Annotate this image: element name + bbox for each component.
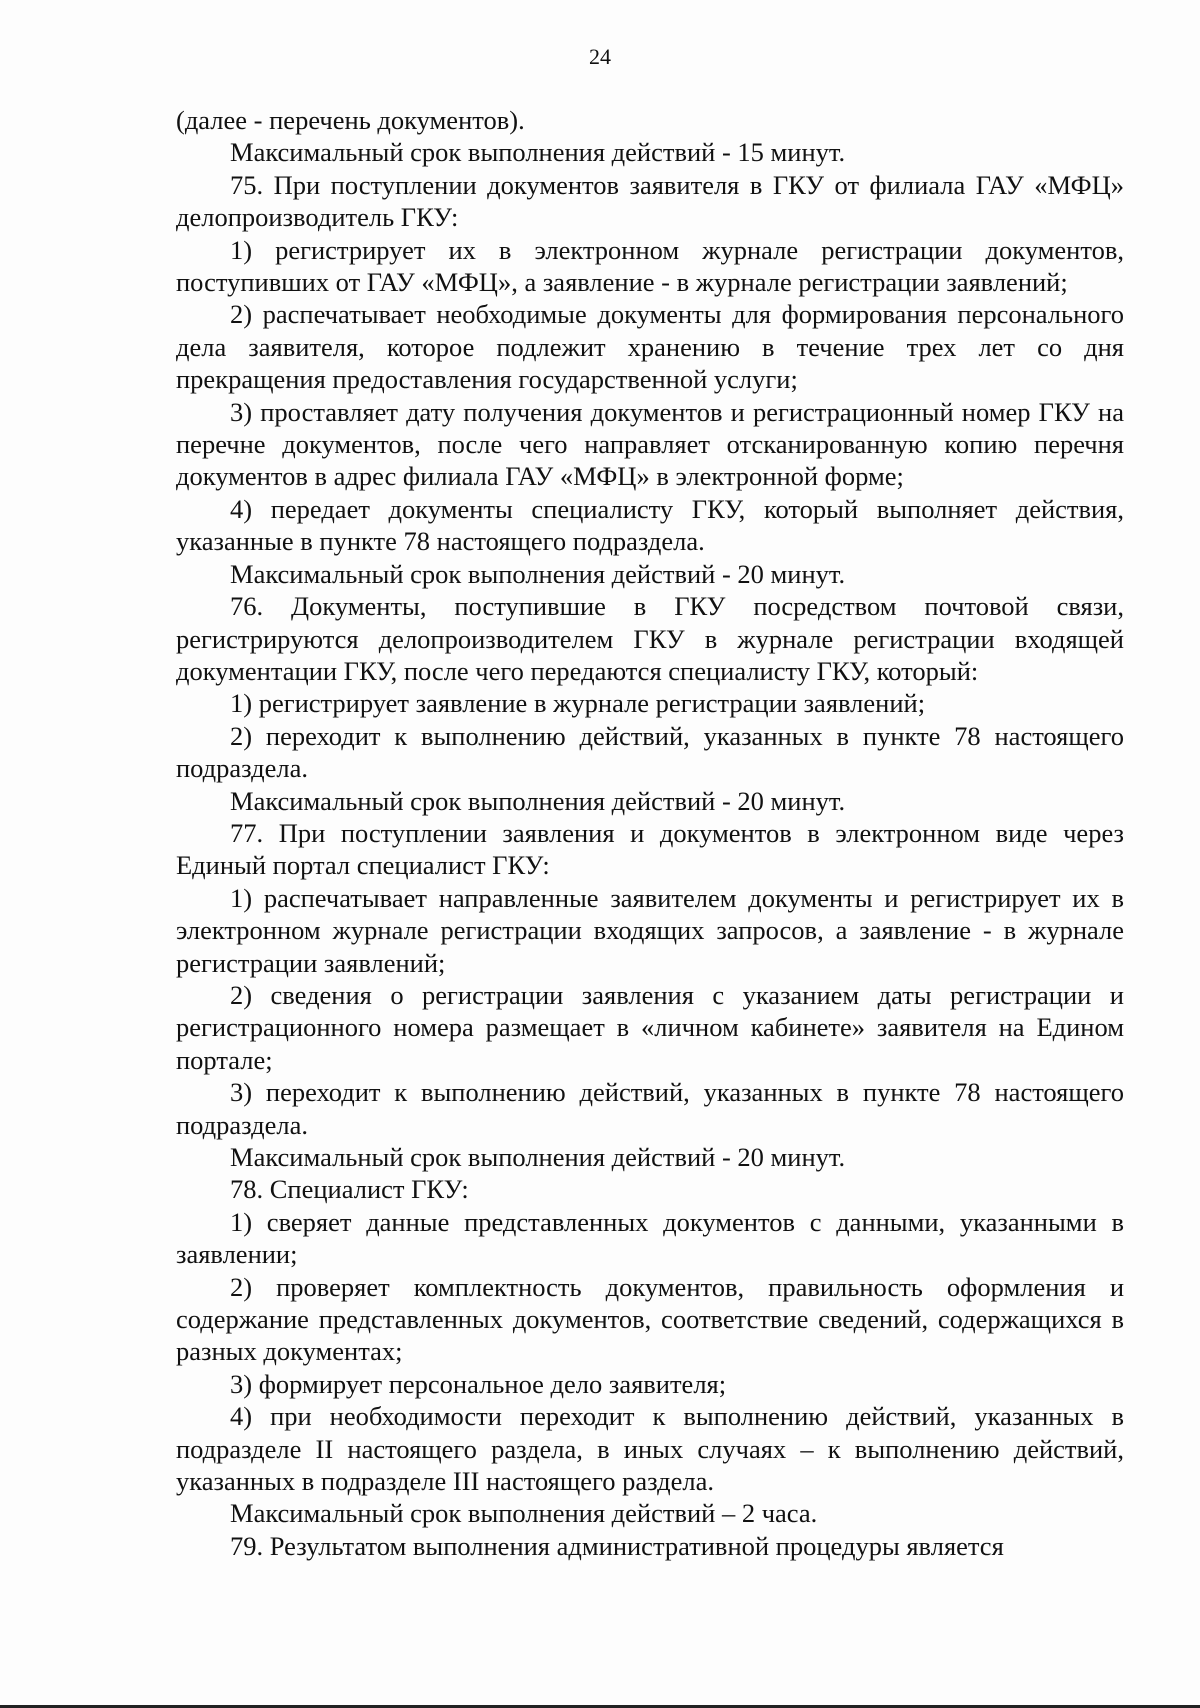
paragraph: 77. При поступлении заявления и документов в электронном виде через Единый портал специалист ГКУ: bbox=[176, 817, 1124, 881]
paragraph: 3) переходит к выполнению действий, указанных в пункте 78 настоящего подраздела. bbox=[176, 1077, 1124, 1140]
document-body bbox=[176, 104, 1124, 1562]
paragraph: 2) распечатывает необходимые документы для формирования персонального дела заявителя, которое подлежит хранению в течение трех лет со дня прекращения предоставления государственной услуги; bbox=[176, 299, 1124, 395]
paragraph: 1) регистрирует заявление в журнале регистрации заявлений; bbox=[230, 688, 926, 719]
page-number: 24 bbox=[589, 44, 611, 69]
paragraph: 3) проставляет дату получения документов и регистрационный номер ГКУ на перечне документов, после чего направляет отсканированную копию перечня документов в адрес филиала ГАУ «МФЦ» в электронной форме; bbox=[176, 396, 1124, 492]
paragraph: Максимальный срок выполнения действий - 15 минут. bbox=[230, 137, 846, 168]
paragraph: Максимальный срок выполнения действий - 20 минут. bbox=[230, 1142, 846, 1172]
paragraph: 2) сведения о регистрации заявления с указанием даты регистрации и регистрационного номера размещает в «личном кабинете» заявителя на Едином портале; bbox=[176, 979, 1124, 1075]
paragraph: 1) распечатывает направленные заявителем документы и регистрирует их в электронном журнале регистрации входящих запросов, а заявление - в журнале регистрации заявлений; bbox=[176, 882, 1124, 978]
paragraph: 3) формирует персональное дело заявителя; bbox=[230, 1368, 727, 1399]
paragraph: 2) проверяет комплектность документов, правильность оформления и содержание представленных документов, соответствие сведений, содержащихся в разных документах; bbox=[176, 1271, 1124, 1367]
paragraph: 2) переходит к выполнению действий, указанных в пункте 78 настоящего подраздела. bbox=[176, 720, 1124, 784]
paragraph: 1) регистрирует их в электронном журнале регистрации документов, поступивших от ГАУ «МФЦ», а заявление - в журнале регистрации заявлений; bbox=[176, 234, 1124, 298]
paragraph: 4) передает документы специалисту ГКУ, который выполняет действия, указанные в пункте 78 настоящего подраздела. bbox=[176, 493, 1124, 557]
paragraph: 76. Документы, поступившие в ГКУ посредством почтовой связи, регистрируются делопроизводителем ГКУ в журнале регистрации входящей документации ГКУ, после чего передаются специалисту ГКУ, который: bbox=[176, 591, 1124, 686]
paragraph: Максимальный срок выполнения действий - 20 минут. bbox=[230, 785, 846, 816]
paragraph: 4) при необходимости переходит к выполнению действий, указанных в подразделе II настоящего раздела, в иных случаях – к выполнению действий, указанных в подразделе III настоящего раздела. bbox=[176, 1401, 1124, 1497]
paragraph: 79. Результатом выполнения административной процедуры является bbox=[230, 1530, 1004, 1561]
paragraph: Максимальный срок выполнения действий - 20 минут. bbox=[230, 558, 846, 589]
paragraph: (далее - перечень документов). bbox=[176, 105, 525, 135]
paragraph: 75. При поступлении документов заявителя в ГКУ от филиала ГАУ «МФЦ» делопроизводитель ГКУ: bbox=[176, 169, 1124, 233]
paragraph: 78. Специалист ГКУ: bbox=[230, 1174, 469, 1205]
paragraph: Максимальный срок выполнения действий – 2 часа. bbox=[230, 1498, 818, 1529]
paragraph: 1) сверяет данные представленных документов с данными, указанными в заявлении; bbox=[176, 1206, 1124, 1270]
